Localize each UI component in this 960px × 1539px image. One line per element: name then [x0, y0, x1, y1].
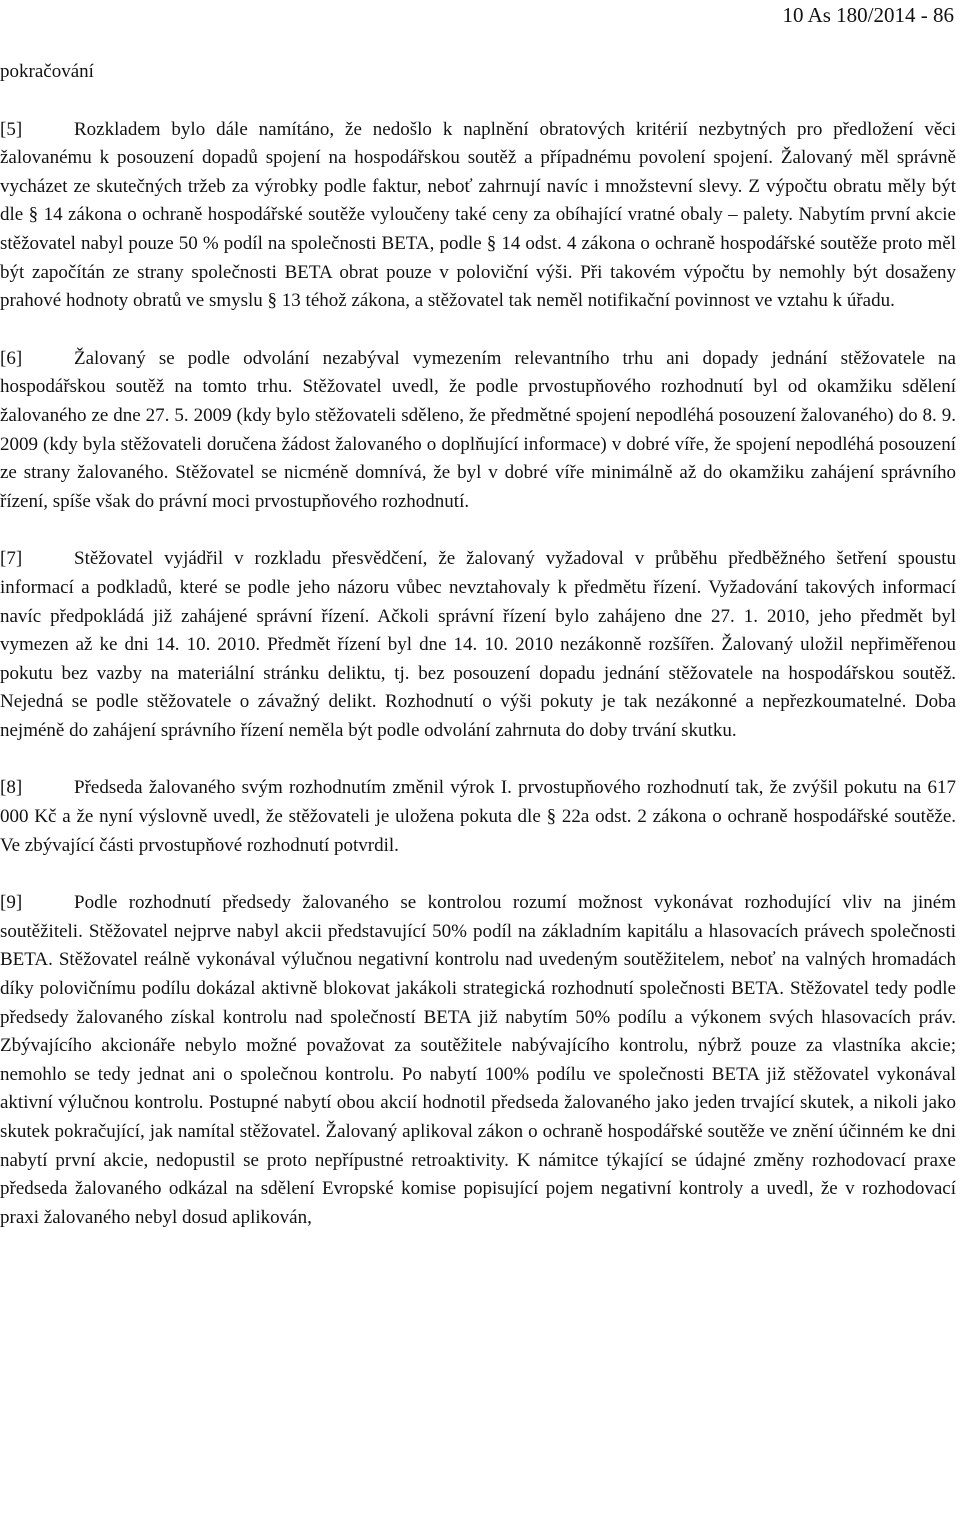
document-body — [0, 58, 956, 1261]
continuation-label: pokračování — [0, 61, 94, 82]
paragraph-8 — [0, 774, 956, 860]
paragraph-text: Předseda žalovaného svým rozhodnutím změnil výrok I. prvostupňového rozhodnutí tak, že zvýšil pokutu na 617 000 Kč a že nyní výslovně uvedl, že stěžovateli je uložena pokuta dle § 22a odst. 2 zákona o ochraně hospodářské soutěže. Ve zbývající části prvostupňové rozhodnutí potvrdil. — [0, 777, 956, 856]
paragraph-text: Podle rozhodnutí předsedy žalovaného se kontrolou rozumí možnost vykonávat rozhodující vliv na jiném soutěžiteli. Stěžovatel nejprve nabyl akcii představující 50% podíl na základním kapitálu a hlasovacích právech společnosti BETA. Stěžovatel reálně vykonával výlučnou negativní kontrolu nad uvedeným soutěžitelem, neboť na valných hromadách díky polovičnímu podílu dokázal aktivně blokovat jakákoli strategická rozhodnutí společnosti BETA. Stěžovatel tedy podle předsedy žalovaného získal kontrolu nad společností BETA již nabytím 50% podílu a výkonem svých hlasovacích práv. Zbývajícího akcionáře nebylo možné považovat za soutěžitele nabývajícího kontrolu, nýbrž pouze za vlastníka akcie; nemohlo se tedy jednat ani o společnou kontrolu. Po nabytí 100% podílu ve společnosti BETA již stěžovatel vykonával aktivní výlučnou kontrolu. Postupné nabytí obou akcií hodnotil předseda žalovaného jako jeden trvající skutek, a nikoli jako skutek pokračující, jak namítal stěžovatel. Žalovaný aplikoval zákon o ochraně hospodářské soutěže ve znění účinném ke dni nabytí první akcie, nedopustil se proto nepřípustné retroaktivity. K námitce týkající se údajné změny rozhodovací praxe předseda žalovaného odkázal na sdělení Evropské komise popisující pojem negativní kontroly a uvedl, že v rozhodovací praxi žalovaného nebyl dosud aplikován, — [0, 892, 956, 1228]
paragraph-number: [9] — [0, 892, 23, 914]
paragraph-number: [5] — [0, 118, 23, 140]
paragraph-number: [6] — [0, 347, 23, 369]
paragraph-7 — [0, 545, 956, 745]
paragraph-5 — [0, 116, 956, 316]
paragraph-number: [8] — [0, 777, 23, 799]
paragraph-text: Žalovaný se podle odvolání nezabýval vymezením relevantního trhu ani dopady jednání stěžovatele na hospodářskou soutěž na tomto trhu. Stěžovatel uvedl, že podle prvostupňového rozhodnutí byl od okamžiku sdělení žalovaného ze dne 27. 5. 2009 (kdy bylo stěžovateli sděleno, že předmětné spojení nepodléhá posouzení žalovaného) do 8. 9. 2009 (kdy byla stěžovateli doručena žádost žalovaného o doplňující informace) v dobré víře, že spojení nepodléhá posouzení ze strany žalovaného. Stěžovatel se nicméně domnívá, že byl v dobré víře minimálně až do okamžiku zahájení správního řízení, spíše však do právní moci prvostupňového rozhodnutí. — [0, 347, 956, 512]
case-number: 10 As 180/2014 - 86 — [782, 3, 954, 27]
paragraph-number: [7] — [0, 548, 23, 570]
paragraph-text: Rozkladem bylo dále namítáno, že nedošlo k naplnění obratových kritérií nezbytných pro předložení věci žalovanému k posouzení dopadů spojení na hospodářskou soutěž a případnému povolení spojení. Žalovaný měl správně vycházet ze skutečných tržeb za výrobky podle faktur, neboť zahrnují navíc i množstevní slevy. Z výpočtu obratu měly být dle § 14 zákona o ochraně hospodářské soutěže vyloučeny také ceny za obíhající vratné obaly – palety. Nabytím první akcie stěžovatel nabyl pouze 50 % podíl na společnosti BETA, podle § 14 odst. 4 zákona o ochraně hospodářské soutěže proto měl být započítán ze strany společnosti BETA obrat pouze v poloviční výši. Při takovém výpočtu by nemohly být dosaženy prahové hodnoty obratů ve smyslu § 13 téhož zákona, a stěžovatel tak neměl notifikační povinnost ve vztahu k úřadu. — [0, 118, 956, 312]
paragraph-6 — [0, 345, 956, 517]
paragraph-text: Stěžovatel vyjádřil v rozkladu přesvědčení, že žalovaný vyžadoval v průběhu předběžného šetření spoustu informací a podkladů, které se podle jeho názoru vůbec nevztahovaly k předmětu řízení. Vyžadování takových informací navíc předpokládá již zahájené správní řízení. Ačkoli správní řízení bylo zahájeno dne 27. 1. 2010, jeho předmět byl vymezen až ke dni 14. 10. 2010. Předmět řízení byl dne 14. 10. 2010 nezákonně rozšířen. Žalovaný uložil nepřiměřenou pokutu bez vazby na materiální stránku deliktu, tj. bez posouzení dopadu jednání stěžovatele na hospodářskou soutěž. Nejedná se podle stěžovatele o závažný delikt. Rozhodnutí o výši pokuty je tak nezákonné a nepřezkoumatelné. Doba nejméně do zahájení správního řízení neměla být podle odvolání zahrnuta do doby trvání skutku. — [0, 548, 956, 741]
paragraph-9 — [0, 889, 956, 1232]
